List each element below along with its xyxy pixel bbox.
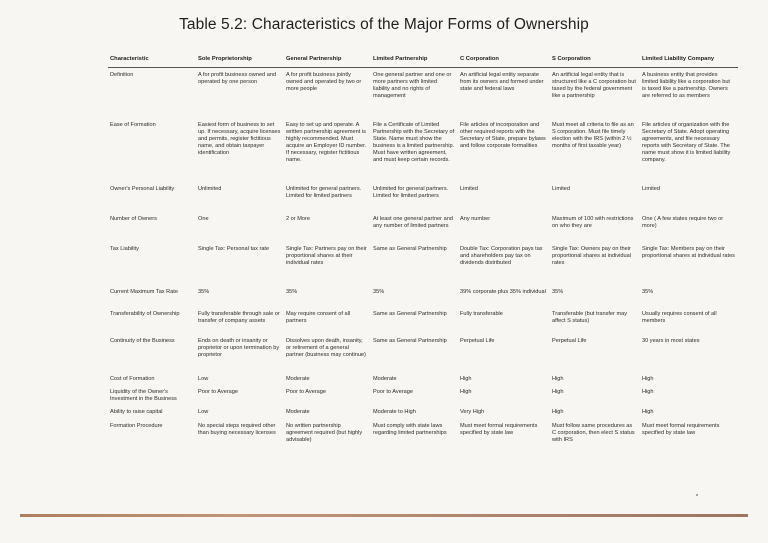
table-row [108, 409, 738, 423]
table-cell: At least one general partner and any number of limited partners [373, 216, 453, 229]
table-cell: Moderate [373, 376, 397, 382]
table-cell: A business entity that provides limited liability like a corporation but is taxed like a partnership. Owners are referred to as members [642, 72, 730, 99]
table-cell: Maximum of 100 with restrictions on who they are [552, 216, 634, 229]
table-cell: Limited [642, 186, 661, 192]
table-row [108, 376, 738, 389]
table-cell: 35% [198, 289, 210, 295]
table-cell: Fully transferable [460, 311, 503, 317]
table-cell: An artificial legal entity that is structured like a C corporation but taxed by the federal government like a partnership [552, 72, 636, 99]
table-cell: Unlimited [198, 186, 222, 192]
header-sole-proprietorship: Sole Proprietorship [196, 52, 284, 68]
table-cell: Perpetual Life [552, 338, 587, 344]
table-cell: Must meet all criteria to file as an S corporation. Must file timely election with the IRS (within 2 ½ months of first taxable year) [552, 122, 634, 149]
table-cell: No written partnership agreement required (but highly advisable) [286, 423, 363, 443]
table-cell: One [198, 216, 209, 222]
table-cell: 30 years in most states [642, 338, 700, 344]
page-edge-line [20, 514, 748, 517]
row-label: Tax Liability [110, 246, 139, 252]
table-row [108, 186, 738, 216]
table-row [108, 246, 738, 289]
row-label: Owner's Personal Liability [110, 186, 175, 192]
table-cell: High [642, 409, 654, 415]
table-row [108, 289, 738, 311]
table-cell: No special steps required other than buying necessary licenses [198, 423, 276, 436]
table-cell: Single Tax: Personal tax rate [198, 246, 270, 252]
header-general-partnership: General Partnership [284, 52, 371, 68]
row-label: Liquidity of the Owner's Investment in the Business [110, 389, 177, 402]
table-cell: Low [198, 409, 209, 415]
row-label: Definition [110, 72, 134, 78]
table-row [108, 423, 738, 459]
table-cell: Single Tax: Members pay on their proportional shares at individual rates [642, 246, 735, 259]
table-cell: Poor to Average [373, 389, 414, 395]
table-cell: Must meet formal requirements specified by state law [642, 423, 720, 436]
table-cell: File articles of organization with the Secretary of State. Adopt operating agreements, and file necessary reports with Secretary of State. The name must show it is limited liability company. [642, 122, 731, 163]
table-cell: Easy to set up and operate. A written partnership agreement is highly recommended. Must acquire an Employer ID number. If necessary, register fictitious name. [286, 122, 367, 163]
row-label: Ease of Formation [110, 122, 156, 128]
header-llc: Limited Liability Company [640, 52, 738, 68]
table-cell: High [642, 389, 654, 395]
row-label: Continuity of the Business [110, 338, 175, 344]
table-cell: High [460, 376, 472, 382]
table-cell: 2 or More [286, 216, 310, 222]
table-cell: A for profit business owned and operated by one person [198, 72, 277, 85]
table-cell: Unlimited for general partners. Limited for limited partners [373, 186, 449, 199]
table-row [108, 122, 738, 186]
table-cell: Same as General Partnership [373, 246, 447, 252]
table-row [108, 389, 738, 409]
table-cell: Very High [460, 409, 485, 415]
table-cell: Low [198, 376, 209, 382]
table-cell: Limited [460, 186, 479, 192]
table-cell: 35% [286, 289, 298, 295]
ownership-forms-table [108, 52, 738, 459]
table-cell: High [552, 389, 564, 395]
table-cell: High [642, 376, 654, 382]
table-cell: 35% [642, 289, 654, 295]
row-label: Transferability of Ownership [110, 311, 180, 317]
table-cell: Ends on death or insanity or proprietor or upon termination by proprietor [198, 338, 280, 358]
table-cell: Single Tax: Partners pay on their proportional shares at their individual rates [286, 246, 367, 266]
table-cell: A for profit business jointly owned and operated by two or more people [286, 72, 362, 92]
table-cell: Limited [552, 186, 571, 192]
row-label: Formation Procedure [110, 423, 163, 429]
header-limited-partnership: Limited Partnership [371, 52, 458, 68]
table-cell: Transferable (but transfer may affect S status) [552, 311, 628, 324]
table-cell: Perpetual Life [460, 338, 495, 344]
table-cell: An artificial legal entity separate from its owners and formed under state and federal laws [460, 72, 544, 92]
row-label: Ability to raise capital [110, 409, 163, 415]
table-cell: One ( A few states require two or more) [642, 216, 724, 229]
table-cell: Must meet formal requirements specified by state law [460, 423, 538, 436]
table-cell: Fully transferable through sale or transfer of company assets [198, 311, 280, 324]
scan-speck [696, 494, 698, 496]
table-cell: File articles of incorporation and other required reports with the Secretary of State, prepare bylaws and follow corporate formalities [460, 122, 546, 149]
table-cell: Moderate [286, 409, 310, 415]
page-title: Table 5.2: Characteristics of the Major Forms of Ownership [179, 16, 589, 33]
header-characteristic: Characteristic [108, 52, 196, 68]
table-cell: High [552, 409, 564, 415]
table-cell: Moderate [286, 376, 310, 382]
table-header-row [108, 52, 738, 68]
row-label: Current Maximum Tax Rate [110, 289, 178, 295]
row-label: Number of Owners [110, 216, 157, 222]
table-cell: Same as General Partnership [373, 338, 447, 344]
table-cell: Double Tax: Corporation pays tax and shareholders pay tax on dividends distributed [460, 246, 543, 266]
table-row [108, 311, 738, 338]
table-cell: 39% corporate plus 35% individual [460, 289, 546, 295]
table-cell: 35% [552, 289, 564, 295]
table-row [108, 338, 738, 376]
table-cell: 35% [373, 289, 385, 295]
table-cell: Must comply with state laws regarding limited partnerships [373, 423, 447, 436]
table-cell: Poor to Average [286, 389, 327, 395]
row-label: Cost of Formation [110, 376, 155, 382]
table-cell: Usually requires consent of all members [642, 311, 717, 324]
table-cell: May require consent of all partners [286, 311, 351, 324]
table-cell: Single Tax: Owners pay on their proportional shares at individual rates [552, 246, 631, 266]
table-row [108, 216, 738, 246]
header-s-corporation: S Corporation [550, 52, 640, 68]
table-cell: Moderate to High [373, 409, 416, 415]
header-c-corporation: C Corporation [458, 52, 550, 68]
table-row [108, 68, 738, 123]
table-cell: High [552, 376, 564, 382]
table-cell: High [460, 389, 472, 395]
table-cell: Poor to Average [198, 389, 239, 395]
table-cell: Same as General Partnership [373, 311, 447, 317]
table-cell: Any number [460, 216, 491, 222]
table-cell: Dissolves upon death, insanity, or retirement of a general partner (business may continue) [286, 338, 366, 358]
table-cell: Easiest form of business to set up. If necessary, acquire licenses and permits, register fictitious name, and obtain taxpayer identification [198, 122, 281, 156]
table-cell: One general partner and one or more partners with limited liability and no rights of management [373, 72, 452, 99]
table-cell: Unlimited for general partners. Limited for limited partners [286, 186, 362, 199]
table-cell: Must follow same procedures as C corporation, then elect S status with IRS [552, 423, 635, 443]
table-cell: File a Certificate of Limited Partnership with the Secretary of State. Name must show the business is a limited partnership. Must have written agreement, and must keep certain records. [373, 122, 455, 163]
